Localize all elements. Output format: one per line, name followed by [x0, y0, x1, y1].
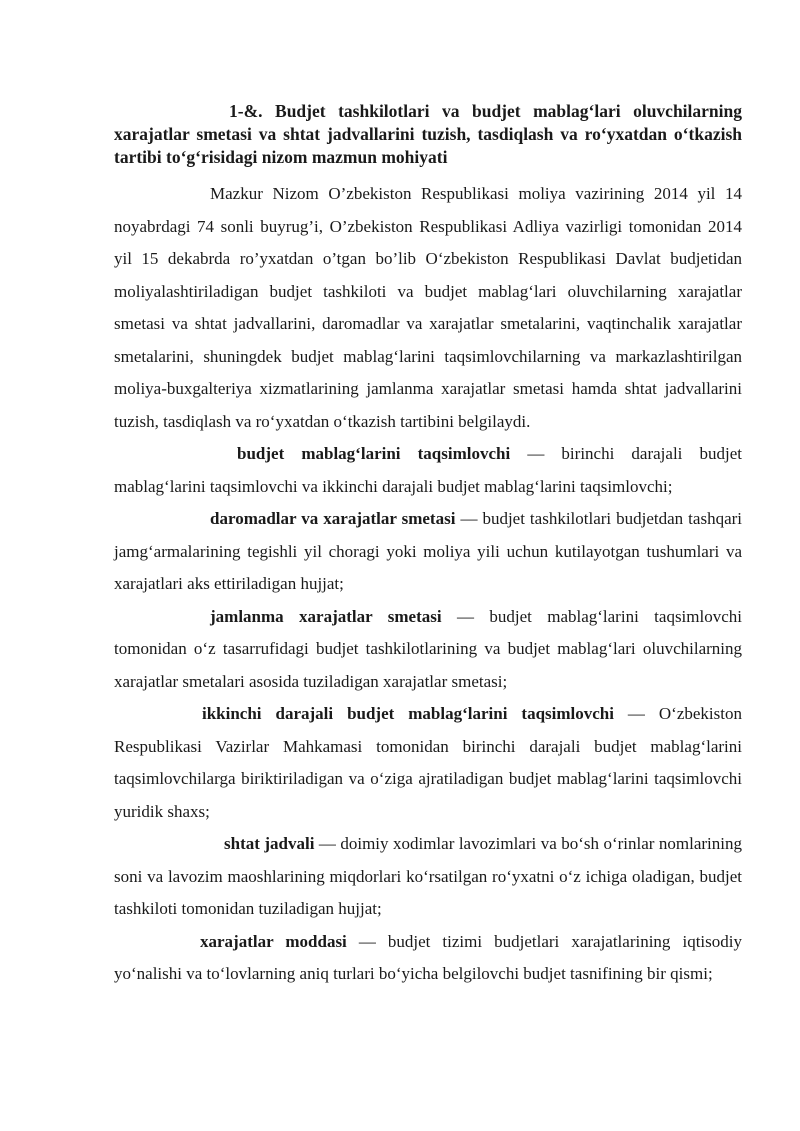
- definition-paragraph: [114, 503, 742, 601]
- definition-text: — birinchi darajali budjet mablag‘larini taqsimlovchi va ikkinchi darajali budjet mablag‘larini taqsimlovchi;: [114, 444, 742, 496]
- definition-paragraph: [114, 438, 742, 503]
- definition-text: — doimiy xodimlar lavozimlari va bo‘sh o‘rinlar nomlarining soni va lavozim maoshlarining miqdorlari ko‘rsatilgan ro‘yxatni o‘z ichiga oladigan, budjet tashkiloti tomonidan tuziladigan hujjat;: [114, 834, 742, 918]
- document-page: [114, 100, 742, 991]
- definition-paragraph: [114, 926, 742, 991]
- definition-term: daromadlar va xarajatlar smetasi: [210, 509, 456, 528]
- definition-text: — budjet tashkilotlari budjetdan tashqari jamg‘armalarining tegishli yil choragi yoki moliya yili uchun kutilayotgan tushumlari va xarajatlari aks ettiriladigan hujjat;: [114, 509, 742, 593]
- intro-paragraph: Mazkur Nizom O’zbekiston Respublikasi moliya vazirining 2014 yil 14 noyabrdagi 74 sonli buyrug’i, O’zbekiston Respublikasi Adliya vazirligi tomonidan 2014 yil 15 dekabrda ro’yxatdan o’tgan bo’lib O‘zbekiston Respublikasi Davlat budjetidan moliyalashtiriladigan budjet tashkiloti va budjet mablag‘lari oluvchilarning xarajatlar smetasi va shtat jadvallarini, daromadlar va xarajatlar smetalarini, vaqtinchalik xarajatlar smetalarini, shuningdek budjet mablag‘larini taqsimlovchilarning va markazlashtirilgan moliya-buxgalteriya xizmatlarining jamlanma xarajatlar smetasi hamda shtat jadvallarini tuzish, tasdiqlash va ro‘yxatdan o‘tkazish tartibini belgilaydi.: [114, 184, 742, 431]
- definition-term: jamlanma xarajatlar smetasi: [210, 606, 442, 626]
- definition-text: — O‘zbekiston Respublikasi Vazirlar Mahkamasi tomonidan birinchi darajali budjet mablag‘larini taqsimlovchilarga biriktiriladigan va o‘ziga ajratiladigan budjet mablag‘larini taqsimlovchi yuridik shaxs;: [114, 704, 742, 821]
- definition-term: ikkinchi darajali budjet mablag‘larini taqsimlovchi: [202, 704, 614, 723]
- definition-text: — budjet tizimi budjetlari xarajatlarining iqtisodiy yo‘nalishi va to‘lovlarning aniq turlari bo‘yicha belgilovchi budjet tasnifining bir qismi;: [114, 931, 742, 983]
- definition-paragraph: [114, 601, 742, 699]
- section-heading: 1-&. Budjet tashkilotlari va budjet mablag‘lari oluvchilarning xarajatlar smetasi va shtat jadvallarini tuzish, tasdiqlash va ro‘yxatdan o‘tkazish tartibi to‘g‘risidagi nizom mazmun mohiyati: [114, 101, 742, 167]
- definition-term: xarajatlar moddasi: [200, 931, 347, 951]
- definition-text: — budjet mablag‘larini taqsimlovchi tomonidan o‘z tasarrufidagi budjet tashkilotlarining va budjet mablag‘lari oluvchilarning xarajatlar smetalari asosida tuziladigan xarajatlar smetasi;: [114, 606, 742, 691]
- definition-paragraph: [114, 698, 742, 828]
- definition-term: budjet mablag‘larini taqsimlovchi: [237, 444, 511, 463]
- definition-term: shtat jadvali: [224, 834, 315, 853]
- definition-paragraph: [114, 828, 742, 926]
